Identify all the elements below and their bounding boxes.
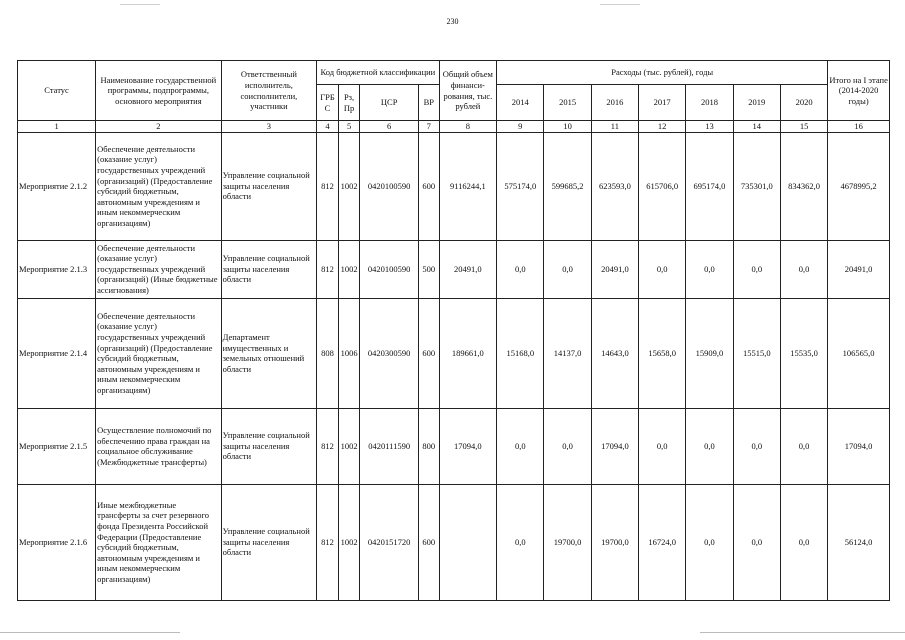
row-total: 20491,0 (439, 240, 497, 298)
column-number: 11 (591, 121, 638, 133)
bottom-scan-rule (0, 632, 180, 633)
row-vr: 600 (418, 298, 439, 408)
column-number: 3 (221, 121, 317, 133)
row-responsible: Департамент имущественных и земельных отношений области (221, 298, 317, 408)
row-grbs: 812 (317, 240, 339, 298)
page-number: 230 (446, 17, 459, 26)
row-vr: 600 (418, 484, 439, 600)
row-year-value: 0,0 (639, 408, 686, 484)
row-year-value: 14137,0 (544, 298, 591, 408)
col-responsible-header: Ответственный исполнитель, соисполнители, участники (221, 61, 317, 121)
row-year-value: 735301,0 (733, 132, 780, 240)
top-scan-rule (120, 4, 160, 5)
column-number: 8 (439, 121, 497, 133)
col-expenses-header: Расходы (тыс. рублей), годы (497, 61, 828, 85)
row-year-value: 834362,0 (780, 132, 827, 240)
column-number: 4 (317, 121, 339, 133)
table-row (18, 132, 890, 240)
row-total (439, 484, 497, 600)
row-itogo: 56124,0 (828, 484, 890, 600)
col-year-header: 2016 (591, 85, 638, 121)
row-responsible: Управление социальной защиты населения области (221, 240, 317, 298)
col-grbs-header: ГРБ С (317, 85, 339, 121)
row-vr: 500 (418, 240, 439, 298)
row-year-value: 0,0 (497, 240, 544, 298)
column-number: 16 (828, 121, 890, 133)
row-grbs: 812 (317, 132, 339, 240)
col-itogo-header: Итого на I этапе (2014-2020 годы) (828, 61, 890, 121)
col-total-volume-header: Общий объем финанси-рования, тыс. рублей (439, 61, 497, 121)
row-year-value: 17094,0 (591, 408, 638, 484)
table-row (18, 408, 890, 484)
col-csr-header: ЦСР (360, 85, 419, 121)
row-name: Иные межбюджетные трансферты за счет резервного фонда Президента Российской Федерации (Предоставление субсидий бюджетным, автономным учреждениям и иным некоммерческим организациям) (96, 484, 221, 600)
row-csr: 0420111590 (360, 408, 419, 484)
column-number: 1 (18, 121, 96, 133)
row-csr: 0420100590 (360, 132, 419, 240)
row-year-value: 15168,0 (497, 298, 544, 408)
row-name: Обеспечение деятельности (оказание услуг) государственных учреждений (организаций) (Предоставление субсидий бюджетным, автономным учреждениям и иным некоммерческим организациям) (96, 298, 221, 408)
row-year-value: 15909,0 (686, 298, 733, 408)
row-year-value: 0,0 (497, 408, 544, 484)
row-vr: 800 (418, 408, 439, 484)
column-number: 15 (780, 121, 827, 133)
row-rzpr: 1002 (338, 484, 360, 600)
row-rzpr: 1002 (338, 132, 360, 240)
row-year-value: 0,0 (686, 484, 733, 600)
row-status: Мероприятие 2.1.4 (18, 298, 96, 408)
row-year-value: 0,0 (733, 408, 780, 484)
row-year-value: 19700,0 (544, 484, 591, 600)
row-year-value: 16724,0 (639, 484, 686, 600)
row-status: Мероприятие 2.1.5 (18, 408, 96, 484)
col-year-header: 2017 (639, 85, 686, 121)
row-year-value: 0,0 (686, 408, 733, 484)
col-vr-header: ВР (418, 85, 439, 121)
row-itogo: 20491,0 (828, 240, 890, 298)
row-name: Осуществление полномочий по обеспечению права граждан на социальное обслуживание (Межбюджетные трансферты) (96, 408, 221, 484)
row-itogo: 106565,0 (828, 298, 890, 408)
column-number: 6 (360, 121, 419, 133)
row-year-value: 615706,0 (639, 132, 686, 240)
row-year-value: 15515,0 (733, 298, 780, 408)
row-year-value: 0,0 (780, 484, 827, 600)
row-total: 9116244,1 (439, 132, 497, 240)
row-name: Обеспечение деятельности (оказание услуг) государственных учреждений (организаций) (Предоставление субсидий бюджетным, автономным учреждениям и иным некоммерческим организациям) (96, 132, 221, 240)
row-year-value: 0,0 (733, 240, 780, 298)
row-total: 189661,0 (439, 298, 497, 408)
row-name: Обеспечение деятельности (оказание услуг) государственных учреждений (организаций) (Иные бюджетные ассигнования) (96, 240, 221, 298)
row-year-value: 0,0 (733, 484, 780, 600)
row-grbs: 812 (317, 484, 339, 600)
row-csr: 0420300590 (360, 298, 419, 408)
column-number-row (18, 121, 890, 133)
row-itogo: 4678995,2 (828, 132, 890, 240)
row-year-value: 575174,0 (497, 132, 544, 240)
row-total: 17094,0 (439, 408, 497, 484)
column-number: 13 (686, 121, 733, 133)
row-responsible: Управление социальной защиты населения области (221, 408, 317, 484)
row-year-value: 14643,0 (591, 298, 638, 408)
col-year-header: 2014 (497, 85, 544, 121)
col-year-header: 2018 (686, 85, 733, 121)
table-row (18, 298, 890, 408)
row-year-value: 19700,0 (591, 484, 638, 600)
row-year-value: 0,0 (544, 408, 591, 484)
row-year-value: 0,0 (639, 240, 686, 298)
column-number: 5 (338, 121, 360, 133)
column-number: 7 (418, 121, 439, 133)
row-responsible: Управление социальной защиты населения области (221, 484, 317, 600)
row-year-value: 0,0 (544, 240, 591, 298)
row-year-value: 15658,0 (639, 298, 686, 408)
col-year-header: 2015 (544, 85, 591, 121)
column-number: 10 (544, 121, 591, 133)
bottom-scan-rule (700, 632, 905, 633)
row-year-value: 0,0 (780, 408, 827, 484)
column-number: 14 (733, 121, 780, 133)
row-year-value: 20491,0 (591, 240, 638, 298)
row-year-value: 0,0 (497, 484, 544, 600)
row-rzpr: 1002 (338, 408, 360, 484)
row-year-value: 15535,0 (780, 298, 827, 408)
column-number: 12 (639, 121, 686, 133)
column-number: 9 (497, 121, 544, 133)
col-year-header: 2019 (733, 85, 780, 121)
table-row (18, 484, 890, 600)
row-rzpr: 1002 (338, 240, 360, 298)
row-status: Мероприятие 2.1.6 (18, 484, 96, 600)
row-csr: 0420151720 (360, 484, 419, 600)
col-budget-code-header: Код бюджетной классификации (317, 61, 439, 85)
row-vr: 600 (418, 132, 439, 240)
column-number: 2 (96, 121, 221, 133)
row-responsible: Управление социальной защиты населения области (221, 132, 317, 240)
row-year-value: 623593,0 (591, 132, 638, 240)
row-year-value: 695174,0 (686, 132, 733, 240)
col-status-header: Статус (18, 61, 96, 121)
row-itogo: 17094,0 (828, 408, 890, 484)
col-name-header: Наименование государственной программы, подпрограммы, основного мероприятия (96, 61, 221, 121)
row-csr: 0420100590 (360, 240, 419, 298)
row-grbs: 808 (317, 298, 339, 408)
row-year-value: 0,0 (780, 240, 827, 298)
row-status: Мероприятие 2.1.3 (18, 240, 96, 298)
budget-table (17, 60, 890, 601)
row-grbs: 812 (317, 408, 339, 484)
table-row (18, 240, 890, 298)
col-year-header: 2020 (780, 85, 827, 121)
row-rzpr: 1006 (338, 298, 360, 408)
top-scan-rule (600, 4, 640, 5)
row-year-value: 0,0 (686, 240, 733, 298)
col-rzpr-header: Рз, Пр (338, 85, 360, 121)
row-status: Мероприятие 2.1.2 (18, 132, 96, 240)
row-year-value: 599685,2 (544, 132, 591, 240)
